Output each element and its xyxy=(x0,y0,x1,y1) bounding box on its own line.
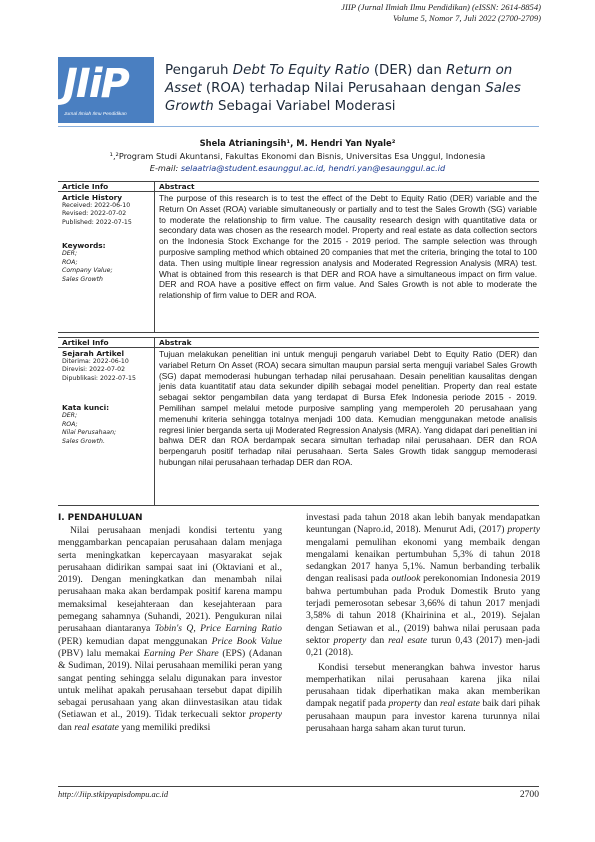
body-column-left xyxy=(58,512,282,734)
abstrak-heading: Abstrak xyxy=(155,338,539,348)
keyword: Sales Growth xyxy=(62,275,103,283)
abstract-box-en xyxy=(58,181,539,333)
keywords-label: Keywords: xyxy=(62,241,106,251)
authors: Shela Atrianingsih¹, M. Hendri Yan Nyale² xyxy=(199,138,396,148)
received-date: Received: 2022-06-10 xyxy=(62,202,131,209)
logo-subtitle: Jurnal Ilmiah Ilmu Pendidikan xyxy=(64,112,127,117)
article-info-heading: Article Info xyxy=(58,182,154,192)
journal-logo xyxy=(58,57,154,123)
kata-kunci-label: Kata kunci: xyxy=(62,403,110,413)
abstrak-text: Tujuan melakukan penelitian ini untuk menguji pengaruh variabel Debt to Equity Ratio (DER) dan variabel Return On Asset (ROA) secara simultan maupun parsial serta menguji variabel Sales Growth (SG) dapat memoderasi hubungan terhadap nilai perusahaan. Desain penelitian kausalitas dengan jenis data kuantitatif atau data sekunder dipilih sebagai model penelitian. Property dan real estate sebagai sektor pengambilan data yang terdapat di Bursa Efek Indonesia periode 2015 - 2019. Pemilihan sampel melalui metode purposive sampling yang memperoleh 20 perusahaan yang memenuhi kriteria sehingga totalnya menjadi 100 data. Kemudian menggunakan metode analisis regresi linier berganda serta uji Moderated Regression Analysis (MRA). Yang didapat dari penelitian ini bahwa DER dan ROA berdampak secara simultan terhadap nilai perusahaan. DER dan ROA berpengaruh positif terhadap nilai perusahaan. Serta Sales Growth tidak sanggup memoderasi hubungan nilai perusahaan terhadap DER dan ROA. xyxy=(159,349,537,467)
dipublikasi-date: Dipublikasi: 2022-07-15 xyxy=(62,374,136,382)
page-number: 2700 xyxy=(519,789,539,800)
abstract-text: The purpose of this research is to test the effect of the Debt to Equity Ratio (DER) variable and the Return On Asset (ROA) variable simultaneously or partially and to test the Sales Growth (SG) variable to moderate the relationship to firm value. The causality research design with quantitative data or secondary data was chosen as the research model. Property and real estate as data collection sectors on the Indonesia Stock Exchange for the 2015 - 2019 period. The sample selection was through purposive sampling method which obtained 20 companies that met the criteria, bringing the total to 100 data. Then using multiple linear regression analysis and Moderated Regression Analysis (MRA) test. What is obtained from this research is that DER and ROA have a simultaneous impact on firm value. DER and ROA have a positive effect on firm value. And Sales Growth is not able to moderate the relationship of firm value to DER and ROA. xyxy=(159,193,537,301)
keyword: Company Value; xyxy=(62,267,113,275)
abstract-box-id xyxy=(58,337,539,506)
body-paragraph: Kondisi tersebut menerangkan bahwa investor harus memperhatikan nilai perusahaan karena jika nilai perusahaan tidak diperhatikan maka akan memberikan dampak negatif pada property dan real estate baik dari pihak perusahaan maupun para investor karena turunnya nilai perusahaan harga saham akan turut turun. xyxy=(306,661,540,735)
article-info-en xyxy=(58,182,155,332)
logo-mark: JIiP xyxy=(63,61,128,107)
revised-date: Revised: 2022-07-02 xyxy=(62,210,127,218)
keyword: Sales Growth. xyxy=(62,437,105,445)
email-label: E-mail: xyxy=(149,163,181,173)
footer-rule xyxy=(58,786,539,787)
abstract-heading: Abstract xyxy=(155,182,539,192)
journal-name: JIIP (Jurnal Ilmiah Ilmu Pendidikan) (eISSN: 2614-8854) xyxy=(341,2,541,12)
body-column-right xyxy=(306,512,540,735)
footer-url-link[interactable]: http://Jiip.stkipyapisdompu.ac.id xyxy=(58,790,169,799)
history-label: Article History xyxy=(62,193,123,202)
keyword: ROA; xyxy=(62,420,78,428)
body-paragraph: investasi pada tahun 2018 akan lebih banyak mendapatkan keuntungan (Napro.id, 2018). Menurut Adi, (2017) property mengalami pemulihan ekonomi yang membaik dengan mengalami kenaikan pertumbuhan 5,3% di tahun 2018 sedangkan 2017 hanya 5,1%. Namun berbanding terbalik dengan realisasi pada outlook perekonomian Indonesia 2019 bahwa pertumbuhan pada Produk Domestik Bruto yang terjadi pemerosotan sebesar 3,66% di tahun 2017 menjadi 3,58% di tahun 2018 (Khairinina et al., 2019). Sejalan dengan Setiawan et al., (2019) bahwa nilai perusaan pada sektor property dan real esate turun 0,43 (2017) men-jadi 0,21 (2018). xyxy=(306,512,540,659)
sejarah-label: Sejarah Artikel xyxy=(62,349,125,358)
keyword: ROA; xyxy=(62,258,78,266)
keyword: DER; xyxy=(62,250,78,258)
article-info-id xyxy=(58,338,155,505)
email-link[interactable]: selaatria@student.esaunggul.ac.id, hendri.yan@esaunggul.ac.id xyxy=(180,163,446,173)
direvisi-date: Direvisi: 2022-07-02 xyxy=(62,366,126,374)
header-rule xyxy=(58,126,539,127)
diterima-date: Diterima: 2022-06-10 xyxy=(62,358,129,365)
email-line xyxy=(0,163,595,173)
abstrak-id xyxy=(155,338,539,505)
body-paragraph: Nilai perusahaan menjadi kondisi tertentu yang menggambarkan pencapaian perusahaan dalam menjaga serta meningkatkan kepercayaan masyarakat sejak perusahaan didirikan sampai saat ini (Oktaviani et al., 2019). Dengan meningkatkan dan menambah nilai perusahaan maka akan berdampak positif karena mampu memaksimal kesejahteraan dan kesejahteraan para pemegang sahamnya (Suhandi, 2021). Pengukuran nilai perusahaan diantaranya Tobin's Q, Price Earning Ratio (PER) kemudian dapat menggunakan Price Book Value (PBV) lalu memakai Earning Per Share (EPS) (Adanan & Sudiman, 2019). Nilai perusahaan memiliki peran yang sangat penting sehingga selalu digunakan para investor untuk melihat apakah perusahaan tersebut dapat dipilih sebagai perusahaan yang akan diinvestasikan atau tidak (Setiawan et al., 2019). Tidak terkecuali sektor property dan real esatate yang memiliki prediksi xyxy=(58,525,283,733)
section-heading: I. PENDAHULUAN xyxy=(58,513,143,523)
keyword: DER; xyxy=(62,412,78,420)
paper-title: Pengaruh Debt To Equity Ratio (DER) dan Return on Asset (ROA) terhadap Nilai Perusahaan dengan Sales Growth Sebagai Variabel Moderasi xyxy=(165,63,521,114)
journal-volume: Volume 5, Nomor 7, Juli 2022 (2700-2709) xyxy=(393,13,541,23)
affiliation: ¹,²Program Studi Akuntansi, Fakultas Ekonomi dan Bisnis, Universitas Esa Unggul, Indonesia xyxy=(109,151,486,161)
published-date: Published: 2022-07-15 xyxy=(62,218,132,226)
artikel-info-heading: Artikel Info xyxy=(58,338,154,348)
abstract-en xyxy=(155,182,539,332)
keyword: Nilai Perusahaan; xyxy=(62,429,117,437)
